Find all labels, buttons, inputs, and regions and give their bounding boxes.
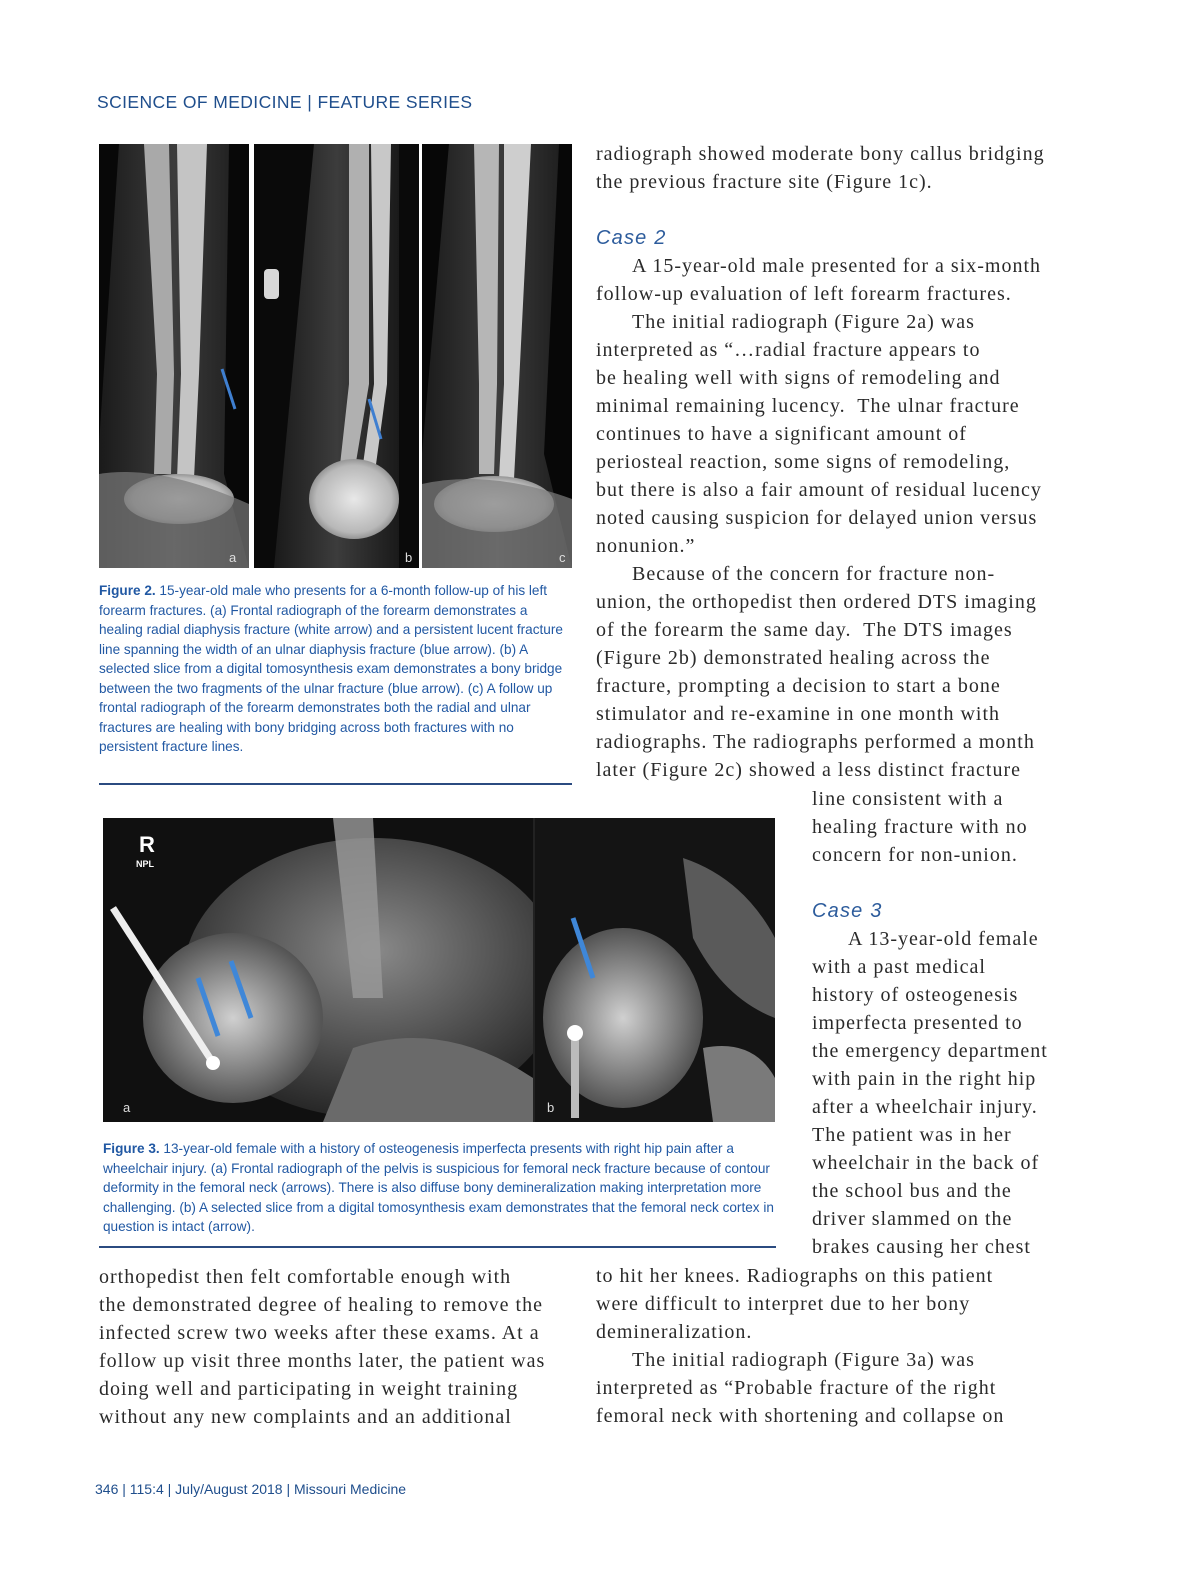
figure-2-image	[99, 144, 572, 568]
figure-2-rule	[99, 783, 572, 785]
figure-3-marker-npl: NPL	[136, 859, 154, 870]
text-line: doing well and participating in weight training	[99, 1378, 519, 1400]
text-line: continues to have a significant amount of	[596, 423, 967, 445]
figure-2-label-c: c	[559, 550, 566, 565]
text-line: with pain in the right hip	[812, 1068, 1037, 1090]
case-2-heading: Case 2	[596, 227, 667, 249]
figure-3-panel-b	[535, 818, 775, 1122]
text-line: stimulator and re-examine in one month with	[596, 703, 1001, 725]
text-line: with a past medical	[812, 956, 986, 978]
text-line: follow up visit three months later, the patient was	[99, 1350, 546, 1372]
text-line: to hit her knees. Radiographs on this patient	[596, 1265, 994, 1287]
text-line: healing fracture with no	[812, 816, 1028, 838]
figure-2-panel-a	[99, 144, 249, 568]
figure-2-caption-label: Figure 2.	[99, 583, 156, 598]
figure-3-caption	[103, 1139, 775, 1237]
text-line: were difficult to interpret due to her bony	[596, 1293, 971, 1315]
text-line: but there is also a fair amount of residual lucency	[596, 479, 1042, 501]
text-line: periosteal reaction, some signs of remodeling,	[596, 451, 1011, 473]
text-line: The initial radiograph (Figure 3a) was	[632, 1349, 975, 1371]
right-column-top	[596, 140, 1076, 196]
running-header: SCIENCE OF MEDICINE | FEATURE SERIES	[97, 92, 473, 112]
text-line: of the forearm the same day. The DTS images	[596, 619, 1013, 641]
figure-2-panel-b	[254, 144, 419, 568]
figure-2-caption-text: 15-year-old male who presents for a 6-month follow-up of his left forearm fractures. (a) Frontal radiograph of the forearm demonstrates a healing radial diaphysis fracture (white arrow) and a persistent lucent fracture line spanning the width of an ulnar diaphysis fracture (blue arrow). (b) A selected slice from a digital tomosynthesis exam demonstrates a bony bridge between the two fragments of the ulnar fracture (blue arrow). (c) A follow up frontal radiograph of the forearm demonstrates both the radial and ulnar fractures are healing with bony bridging across both fractures with no persistent fracture lines.	[99, 583, 563, 754]
text-line: history of osteogenesis	[812, 984, 1019, 1006]
figure-2-radiographs	[99, 144, 572, 568]
narrow-column-top	[812, 785, 1072, 869]
text-line: the school bus and the	[812, 1180, 1012, 1202]
figure-2-label-b: b	[405, 550, 413, 565]
text-line: interpreted as “…radial fracture appears to	[596, 339, 981, 361]
text-line: Because of the concern for fracture non-	[632, 563, 996, 585]
figure-2-caption	[99, 581, 569, 757]
figure-3-image	[103, 818, 775, 1122]
text-line: A 15-year-old male presented for a six-month	[632, 255, 1042, 277]
text-line: (Figure 2b) demonstrated healing across the	[596, 647, 991, 669]
text-line: wheelchair in the back of	[812, 1152, 1040, 1174]
text-line: radiographs. The radiographs performed a month	[596, 731, 1035, 753]
text-line: nonunion.”	[596, 535, 696, 557]
figure-3-radiographs	[103, 818, 775, 1122]
text-line: imperfecta presented to	[812, 1012, 1023, 1034]
text-line: fracture, prompting a decision to start a bone	[596, 675, 1001, 697]
figure-3-label-a: a	[123, 1100, 131, 1115]
figure-3-panel-a	[103, 818, 563, 1122]
text-line: union, the orthopedist then ordered DTS imaging	[596, 591, 1037, 613]
text-line: after a wheelchair injury.	[812, 1096, 1038, 1118]
text-line: follow-up evaluation of left forearm fractures.	[596, 283, 1012, 305]
text-line: A 13-year-old female	[848, 928, 1039, 950]
text-line: infected screw two weeks after these exams. At a	[99, 1322, 540, 1344]
text-line: concern for non-union.	[812, 844, 1018, 866]
figure-2-label-a: a	[229, 550, 237, 565]
case-2-section	[596, 224, 1076, 784]
text-line: the previous fracture site (Figure 1c).	[596, 171, 933, 193]
figure-3-marker-r: R	[139, 832, 155, 857]
text-line: femoral neck with shortening and collapse on	[596, 1405, 1005, 1427]
text-line: later (Figure 2c) showed a less distinct fracture	[596, 759, 1021, 781]
text-line: the demonstrated degree of healing to remove the	[99, 1294, 543, 1316]
text-line: line consistent with a	[812, 788, 1004, 810]
text-line: minimal remaining lucency. The ulnar fracture	[596, 395, 1020, 417]
text-line: radiograph showed moderate bony callus bridging	[596, 143, 1045, 165]
text-line: driver slammed on the	[812, 1208, 1013, 1230]
text-line: be healing well with signs of remodeling and	[596, 367, 1001, 389]
figure-2-panel-c	[422, 144, 572, 568]
left-column-bottom	[99, 1263, 579, 1431]
text-line: The patient was in her	[812, 1124, 1012, 1146]
figure-3-label-b: b	[547, 1100, 555, 1115]
case-3-heading: Case 3	[812, 900, 883, 922]
text-line: interpreted as “Probable fracture of the right	[596, 1377, 997, 1399]
case-3-section	[812, 897, 1072, 1261]
text-line: orthopedist then felt comfortable enough with	[99, 1266, 512, 1288]
figure-3-caption-label: Figure 3.	[103, 1141, 160, 1156]
text-line: noted causing suspicion for delayed union versus	[596, 507, 1038, 529]
page-footer: 346 | 115:4 | July/August 2018 | Missouri Medicine	[95, 1481, 407, 1497]
figure-3-rule	[99, 1246, 776, 1248]
text-line: brakes causing her chest	[812, 1236, 1031, 1258]
figure-3-caption-text: 13-year-old female with a history of osteogenesis imperfecta presents with right hip pain after a wheelchair injury. (a) Frontal radiograph of the pelvis is suspicious for femoral neck fracture because of contour deformity in the femoral neck (arrows). There is also diffuse bony demineralization making interpretation more challenging. (b) A selected slice from a digital tomosynthesis exam demonstrates that the femoral neck cortex in question is intact (arrow).	[103, 1141, 774, 1234]
text-line: The initial radiograph (Figure 2a) was	[632, 311, 975, 333]
right-column-bottom	[596, 1262, 1076, 1430]
text-line: demineralization.	[596, 1321, 753, 1343]
text-line: the emergency department	[812, 1040, 1048, 1062]
text-line: without any new complaints and an additional	[99, 1406, 512, 1428]
